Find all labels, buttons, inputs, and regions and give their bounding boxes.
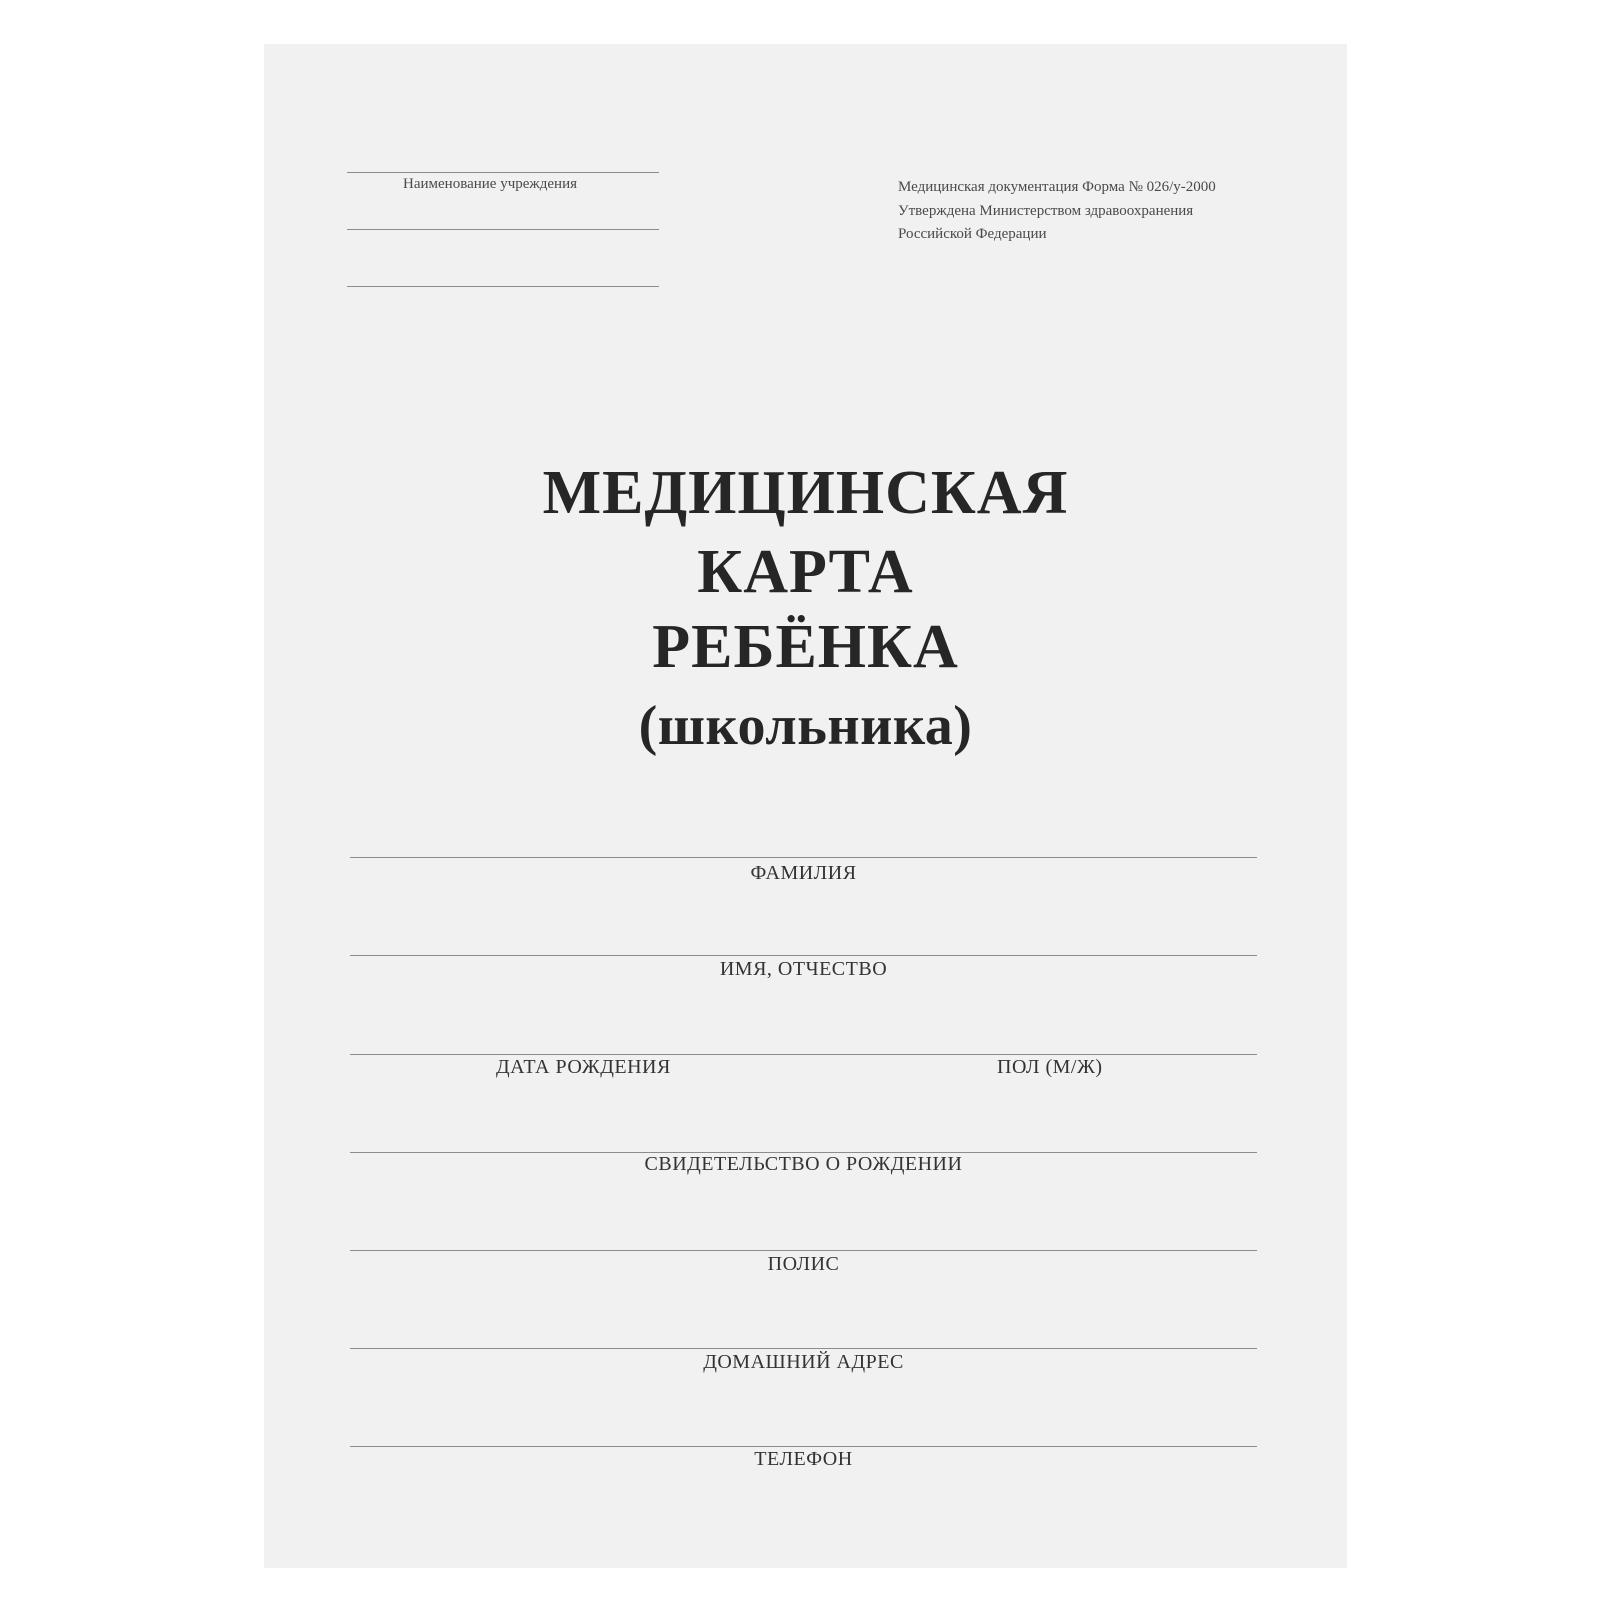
institution-line-1[interactable] [347,172,659,173]
surname-label: ФАМИЛИЯ [750,862,857,884]
phone-line[interactable] [350,1446,1257,1447]
surname-line[interactable] [350,857,1257,858]
institution-line-2[interactable] [347,229,659,230]
policy-label: ПОЛИС [767,1253,840,1275]
home-address-line[interactable] [350,1348,1257,1349]
form-note-line-1: Медицинская документация Форма № 026/у-2000 [898,179,1216,195]
name-patronymic-label: ИМЯ, ОТЧЕСТВО [719,958,888,980]
name-patronymic-line[interactable] [350,955,1257,956]
form-note [898,176,1216,247]
title-line-3: РЕБЁНКА [652,613,959,681]
institution-label: Наименование учреждения [403,176,578,192]
document-sheet [264,44,1347,1568]
title-line-4: (школьника) [638,695,973,757]
form-note-line-3: Российской Федерации [898,226,1047,242]
birth-date-label: ДАТА РОЖДЕНИЯ [496,1056,671,1078]
title-line-2: КАРТА [697,538,914,606]
birth-certificate-label: СВИДЕТЕЛЬСТВО О РОЖДЕНИИ [644,1153,963,1175]
institution-line-3[interactable] [347,286,659,287]
policy-line[interactable] [350,1250,1257,1251]
phone-label: ТЕЛЕФОН [754,1448,853,1470]
form-note-line-2: Утверждена Министерством здравоохранения [898,202,1194,219]
birth-date-sex-line[interactable] [350,1054,1257,1055]
sex-label: ПОЛ (М/Ж) [997,1056,1103,1078]
home-address-label: ДОМАШНИЙ АДРЕС [703,1351,904,1373]
title-line-1: МЕДИЦИНСКАЯ [542,459,1069,527]
